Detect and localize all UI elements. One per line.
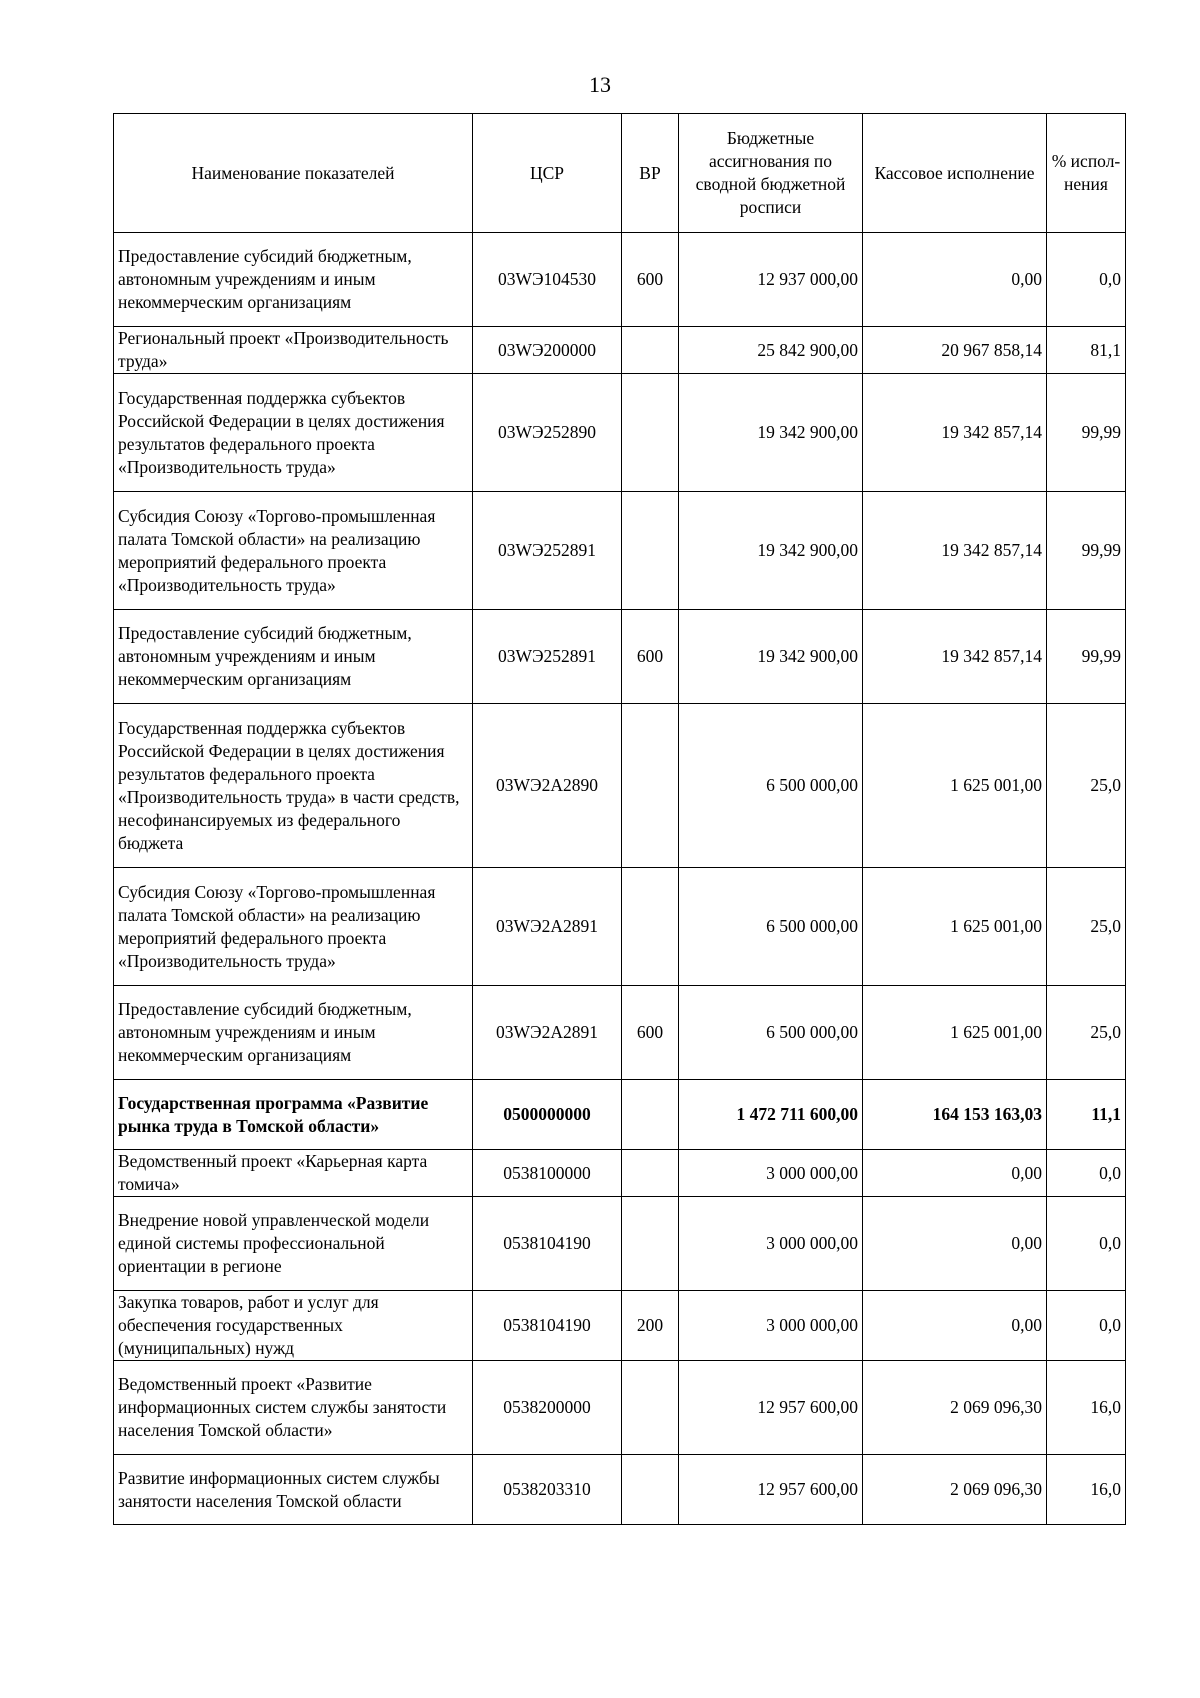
cell-name: Предоставление субсидий бюджетным, автономным учреждениям и иным некоммерческим организациям bbox=[114, 986, 473, 1080]
cell-name: Развитие информационных систем службы занятости населения Томской области bbox=[114, 1455, 473, 1525]
cell-vr: 600 bbox=[622, 986, 679, 1080]
page-number: 13 bbox=[589, 72, 611, 97]
cell-name: Субсидия Союзу «Торгово-промышленная палата Томской области» на реализацию мероприятий федерального проекта «Производительность труда» bbox=[114, 868, 473, 986]
cell-pct: 16,0 bbox=[1047, 1455, 1126, 1525]
cell-pct: 25,0 bbox=[1047, 986, 1126, 1080]
cell-csr: 0538104190 bbox=[473, 1291, 622, 1361]
cell-cash: 164 153 163,03 bbox=[863, 1080, 1047, 1150]
cell-vr bbox=[622, 492, 679, 610]
header-pct: % испол- нения bbox=[1047, 114, 1126, 233]
cell-csr: 03WЭ252890 bbox=[473, 374, 622, 492]
table-row bbox=[114, 704, 1126, 868]
cell-vr bbox=[622, 1197, 679, 1291]
cell-name: Государственная поддержка субъектов Российской Федерации в целях достижения результатов федерального проекта «Производительность труда» bbox=[114, 374, 473, 492]
cell-name: Предоставление субсидий бюджетным, автономным учреждениям и иным некоммерческим организациям bbox=[114, 233, 473, 327]
cell-budget: 3 000 000,00 bbox=[679, 1291, 863, 1361]
budget-table bbox=[113, 113, 1126, 1525]
cell-budget: 3 000 000,00 bbox=[679, 1150, 863, 1197]
cell-csr: 03WЭ252891 bbox=[473, 492, 622, 610]
cell-vr bbox=[622, 1150, 679, 1197]
table-row bbox=[114, 1455, 1126, 1525]
cell-cash: 20 967 858,14 bbox=[863, 327, 1047, 374]
cell-csr: 0538104190 bbox=[473, 1197, 622, 1291]
cell-pct: 11,1 bbox=[1047, 1080, 1126, 1150]
cell-pct: 99,99 bbox=[1047, 492, 1126, 610]
cell-budget: 6 500 000,00 bbox=[679, 704, 863, 868]
cell-csr: 03WЭ2А2890 bbox=[473, 704, 622, 868]
cell-pct: 99,99 bbox=[1047, 610, 1126, 704]
cell-cash: 0,00 bbox=[863, 1197, 1047, 1291]
table-row bbox=[114, 1197, 1126, 1291]
cell-name: Государственная программа «Развитие рынка труда в Томской области» bbox=[114, 1080, 473, 1150]
cell-pct: 16,0 bbox=[1047, 1361, 1126, 1455]
table-row bbox=[114, 1361, 1126, 1455]
cell-vr: 600 bbox=[622, 233, 679, 327]
cell-cash: 19 342 857,14 bbox=[863, 610, 1047, 704]
cell-csr: 03WЭ104530 bbox=[473, 233, 622, 327]
cell-cash: 1 625 001,00 bbox=[863, 704, 1047, 868]
cell-csr: 0538100000 bbox=[473, 1150, 622, 1197]
cell-cash: 0,00 bbox=[863, 233, 1047, 327]
cell-cash: 1 625 001,00 bbox=[863, 868, 1047, 986]
cell-csr: 03WЭ2А2891 bbox=[473, 868, 622, 986]
cell-csr: 0538200000 bbox=[473, 1361, 622, 1455]
cell-csr: 03WЭ2А2891 bbox=[473, 986, 622, 1080]
cell-name: Внедрение новой управленческой модели единой системы профессиональной ориентации в регионе bbox=[114, 1197, 473, 1291]
table-row bbox=[114, 233, 1126, 327]
cell-csr: 03WЭ252891 bbox=[473, 610, 622, 704]
cell-budget: 12 957 600,00 bbox=[679, 1361, 863, 1455]
cell-cash: 0,00 bbox=[863, 1291, 1047, 1361]
cell-name: Государственная поддержка субъектов Российской Федерации в целях достижения результатов федерального проекта «Производительность труда» в части средств, несофинансируемых из федерального бюджета bbox=[114, 704, 473, 868]
table-body bbox=[114, 233, 1126, 1525]
table-row bbox=[114, 374, 1126, 492]
cell-vr bbox=[622, 704, 679, 868]
table-header-row bbox=[114, 114, 1126, 233]
cell-name: Предоставление субсидий бюджетным, автономным учреждениям и иным некоммерческим организациям bbox=[114, 610, 473, 704]
cell-cash: 2 069 096,30 bbox=[863, 1455, 1047, 1525]
cell-name: Субсидия Союзу «Торгово-промышленная палата Томской области» на реализацию мероприятий федерального проекта «Производительность труда» bbox=[114, 492, 473, 610]
header-cash: Кассовое исполнение bbox=[863, 114, 1047, 233]
cell-pct: 0,0 bbox=[1047, 233, 1126, 327]
cell-pct: 81,1 bbox=[1047, 327, 1126, 374]
cell-budget: 19 342 900,00 bbox=[679, 492, 863, 610]
cell-cash: 1 625 001,00 bbox=[863, 986, 1047, 1080]
cell-name: Закупка товаров, работ и услуг для обеспечения государственных (муниципальных) нужд bbox=[114, 1291, 473, 1361]
table-row bbox=[114, 1291, 1126, 1361]
cell-pct: 0,0 bbox=[1047, 1197, 1126, 1291]
cell-csr: 03WЭ200000 bbox=[473, 327, 622, 374]
cell-cash: 19 342 857,14 bbox=[863, 492, 1047, 610]
table-row bbox=[114, 327, 1126, 374]
cell-pct: 25,0 bbox=[1047, 704, 1126, 868]
table-row bbox=[114, 868, 1126, 986]
cell-vr bbox=[622, 1080, 679, 1150]
cell-vr bbox=[622, 327, 679, 374]
table-row bbox=[114, 1150, 1126, 1197]
cell-pct: 25,0 bbox=[1047, 868, 1126, 986]
cell-pct: 0,0 bbox=[1047, 1150, 1126, 1197]
cell-budget: 12 937 000,00 bbox=[679, 233, 863, 327]
header-vr: ВР bbox=[622, 114, 679, 233]
cell-budget: 6 500 000,00 bbox=[679, 986, 863, 1080]
table-row bbox=[114, 610, 1126, 704]
cell-name: Ведомственный проект «Развитие информационных систем службы занятости населения Томской области» bbox=[114, 1361, 473, 1455]
cell-pct: 0,0 bbox=[1047, 1291, 1126, 1361]
header-csr: ЦСР bbox=[473, 114, 622, 233]
cell-csr: 0500000000 bbox=[473, 1080, 622, 1150]
cell-csr: 0538203310 bbox=[473, 1455, 622, 1525]
table-row bbox=[114, 986, 1126, 1080]
cell-name: Ведомственный проект «Карьерная карта томича» bbox=[114, 1150, 473, 1197]
cell-budget: 12 957 600,00 bbox=[679, 1455, 863, 1525]
cell-budget: 19 342 900,00 bbox=[679, 610, 863, 704]
cell-vr bbox=[622, 1361, 679, 1455]
cell-budget: 6 500 000,00 bbox=[679, 868, 863, 986]
cell-name: Региональный проект «Производительность труда» bbox=[114, 327, 473, 374]
cell-vr bbox=[622, 868, 679, 986]
cell-budget: 3 000 000,00 bbox=[679, 1197, 863, 1291]
table-row bbox=[114, 1080, 1126, 1150]
cell-vr bbox=[622, 1455, 679, 1525]
header-name: Наименование показателей bbox=[114, 114, 473, 233]
cell-cash: 2 069 096,30 bbox=[863, 1361, 1047, 1455]
cell-vr: 200 bbox=[622, 1291, 679, 1361]
cell-pct: 99,99 bbox=[1047, 374, 1126, 492]
cell-budget: 25 842 900,00 bbox=[679, 327, 863, 374]
cell-cash: 0,00 bbox=[863, 1150, 1047, 1197]
cell-cash: 19 342 857,14 bbox=[863, 374, 1047, 492]
cell-budget: 19 342 900,00 bbox=[679, 374, 863, 492]
header-budget: Бюджетные ассигнования по сводной бюджетной росписи bbox=[679, 114, 863, 233]
cell-vr: 600 bbox=[622, 610, 679, 704]
cell-vr bbox=[622, 374, 679, 492]
table-row bbox=[114, 492, 1126, 610]
cell-budget: 1 472 711 600,00 bbox=[679, 1080, 863, 1150]
